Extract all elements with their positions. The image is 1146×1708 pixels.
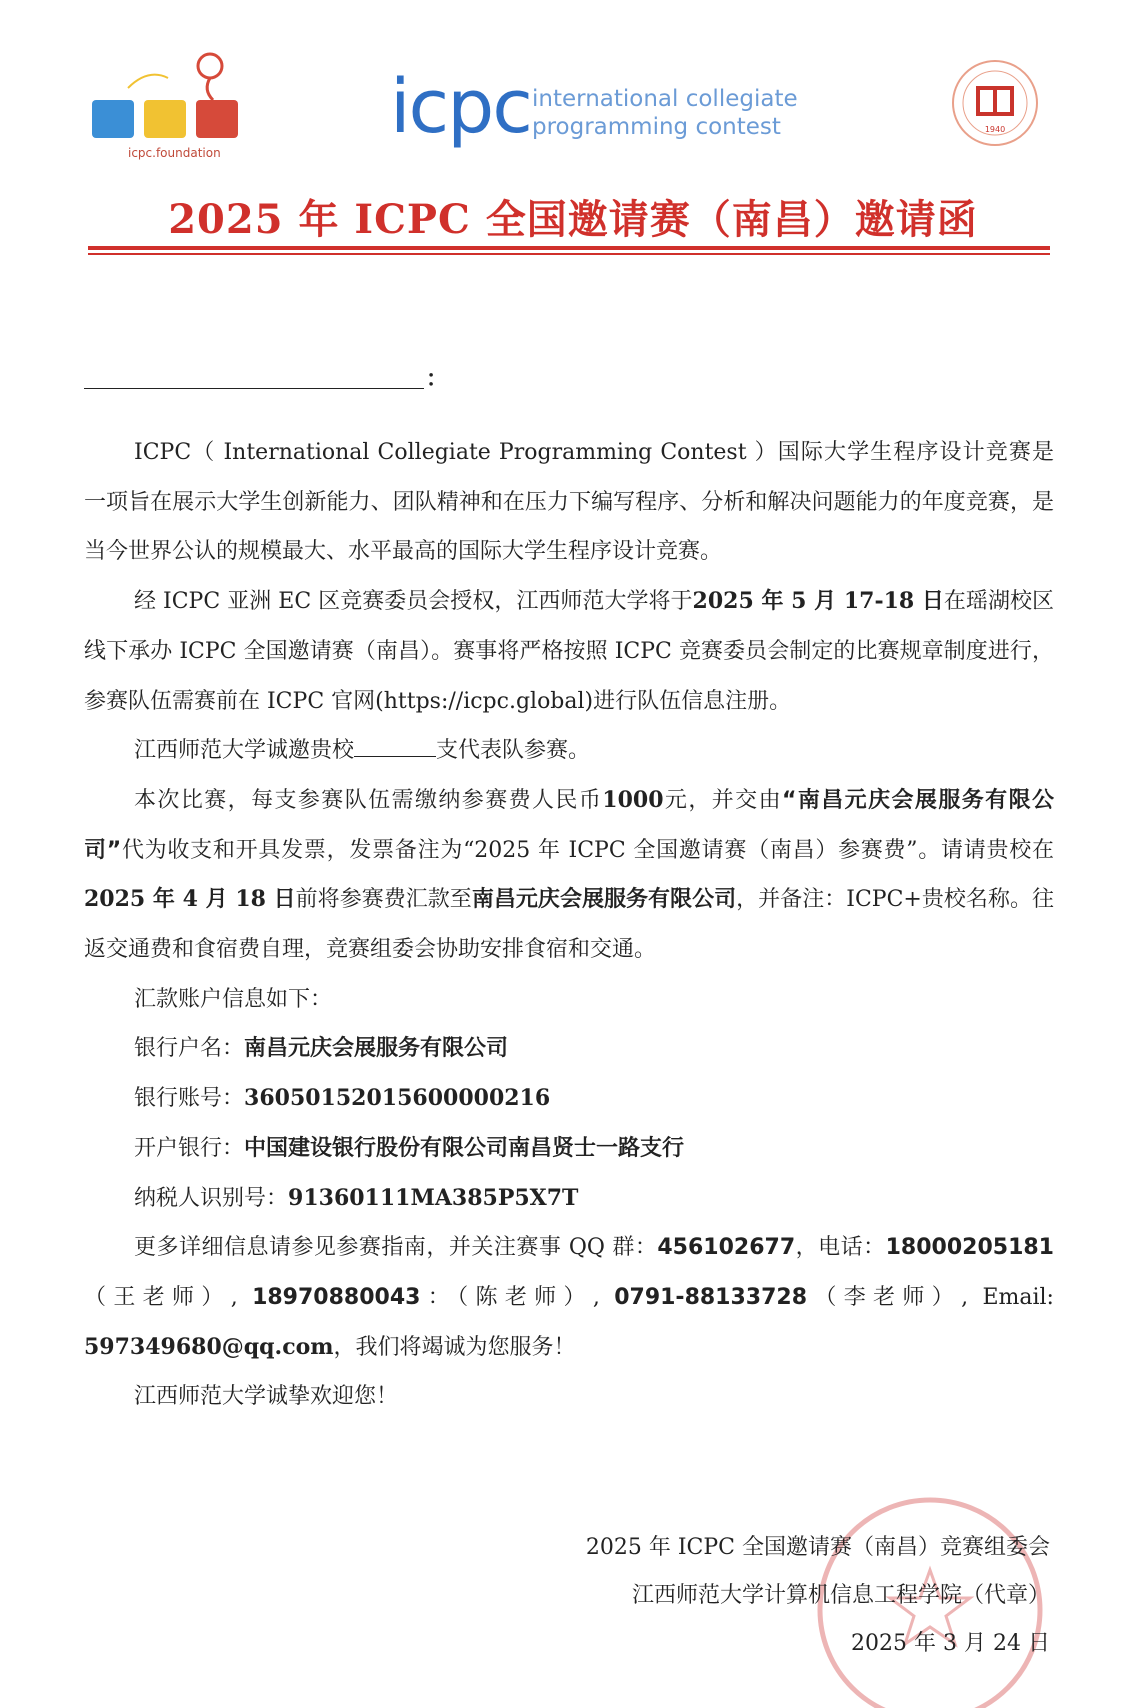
contact-name-wang: （王老师） [84, 1284, 231, 1310]
paragraph-contact: 更多详细信息请参见参赛指南，并关注赛事 QQ 群：456102677，电话：18000205181（王老师）, 18970880043：（陈老师）, 0791-88133728（李老师）, Email: 597349680@qq.com，我们将竭诚为您服务！ [84, 1235, 1054, 1360]
para3-text-b: 支代表队参赛。 [436, 738, 591, 764]
letter-body [84, 428, 1054, 1422]
tax-id-label: 纳税人识别号： [134, 1185, 289, 1211]
contact-name-chen: ：（陈老师） [420, 1284, 593, 1310]
contact-email: 597349680@qq.com [84, 1333, 334, 1360]
signature-school: 江西师范大学计算机信息工程学院（代章） [631, 1583, 1050, 1608]
contact-text-a: 更多详细信息请参见参赛指南，并关注赛事 QQ 群： [134, 1235, 658, 1261]
foundation-caption: icpc.foundation [128, 146, 221, 160]
account-number-row [84, 1074, 1054, 1124]
company-name-quoted: “南昌元庆会展服务有限公司” [84, 787, 1054, 863]
phone-chen: 18970880043 [252, 1284, 421, 1310]
paragraph-invite [84, 726, 1054, 776]
email-label: Email: [982, 1284, 1054, 1310]
para2-text-b: 在瑶湖校区线下承办 ICPC 全国邀请赛（南昌）。赛事将严格按照 ICPC 竞赛委员会制定的比赛规章制度进行，参赛队伍需赛前在 ICPC 官网(https://icpc.global)进行队伍信息注册。 [84, 589, 1054, 714]
account-bank-value: 中国建设银行股份有限公司南昌贤士一路支行 [244, 1135, 685, 1161]
seal-year: 1940 [984, 125, 1006, 134]
phone-wang: 18000205181 [885, 1235, 1054, 1261]
paragraph-fee [84, 776, 1054, 975]
account-number-label: 银行账号： [134, 1086, 245, 1112]
company-name: 南昌元庆会展服务有限公司 [471, 887, 737, 913]
icpc-foundation-logo [88, 48, 258, 158]
contact-name-li: （李老师） [807, 1284, 962, 1310]
recipient-blank-line [84, 370, 424, 389]
account-name-row [84, 1024, 1054, 1074]
icpc-logo-line2: programming contest [532, 114, 781, 140]
para4-text-e: ，并备注：ICPC+贵校名称。往返交通费和食宿费自理，竞赛组委会协助安排食宿和交通。 [84, 887, 1054, 963]
foundation-blue-square [92, 100, 134, 138]
foundation-red-square [196, 100, 238, 138]
signature-date: 2025 年 3 月 24 日 [851, 1631, 1050, 1656]
title-rule-thick [88, 246, 1050, 250]
icpc-logo [390, 64, 830, 158]
para4-text-b: 元，并交由 [663, 787, 782, 813]
contact-text-b: ，电话： [795, 1235, 886, 1261]
para4-text-c: 代为收支和开具发票，发票备注为“2025 年 ICPC 全国邀请赛（南昌）参赛费”。请请贵校在 [121, 837, 1054, 863]
fee-amount: 1000 [602, 786, 664, 813]
closing-line: 江西师范大学诚挚欢迎您！ [134, 1384, 399, 1410]
para2-text-a: 经 ICPC 亚洲 EC 区竞赛委员会授权，江西师范大学将于 [134, 589, 693, 615]
tax-id-row [84, 1174, 1054, 1224]
signature-block [586, 1524, 1050, 1668]
account-number-value: 36050152015600000216 [244, 1085, 551, 1112]
para4-text-d: 前将参赛费汇款至 [295, 887, 472, 913]
account-name-value: 南昌元庆会展服务有限公司 [244, 1036, 509, 1062]
salutation-colon: ： [426, 366, 449, 392]
university-emblem-icon [950, 58, 1040, 148]
signature-committee: 2025 年 ICPC 全国邀请赛（南昌）竞赛组委会 [585, 1535, 1050, 1560]
paragraph-intro: ICPC（ International Collegiate Programming Contest ）国际大学生程序设计竞赛是一项旨在展示大学生创新能力、团队精神和在压力下编写程序、分析和解决问题能力的年度竞赛，是当今世界公认的规模最大、水平最高的国际大学生程序设计竞赛。 [84, 440, 1054, 565]
account-name-label: 银行户名： [134, 1036, 245, 1062]
payment-deadline: 2025 年 4 月 18 日 [84, 886, 296, 913]
contact-text-d: ，我们将竭诚为您服务！ [333, 1334, 576, 1360]
account-bank-row [84, 1124, 1054, 1174]
contest-date: 2025 年 5 月 17-18 日 [692, 588, 944, 615]
icpc-logo-line1: international collegiate [532, 86, 798, 112]
paragraph-authorization [84, 577, 1054, 726]
para3-text-a: 江西师范大学诚邀贵校 [134, 738, 355, 764]
account-bank-label: 开户银行： [134, 1135, 245, 1161]
foundation-logo-graphic [88, 48, 258, 108]
title-rule-thin [88, 253, 1050, 255]
account-intro: 汇款账户信息如下： [134, 986, 333, 1012]
phone-li: 0791-88133728 [614, 1284, 808, 1310]
document-title: 2025 年 ICPC 全国邀请赛（南昌）邀请函 [168, 196, 978, 243]
team-count-blank [354, 736, 436, 757]
tax-id-value: 91360111MA385P5X7T [288, 1184, 579, 1211]
icpc-logo-text: icpc [390, 64, 531, 150]
para4-text-a: 本次比赛，每支参赛队伍需缴纳参赛费人民币 [134, 787, 603, 813]
qq-group-number: 456102677 [657, 1235, 796, 1261]
foundation-yellow-square [144, 100, 186, 138]
